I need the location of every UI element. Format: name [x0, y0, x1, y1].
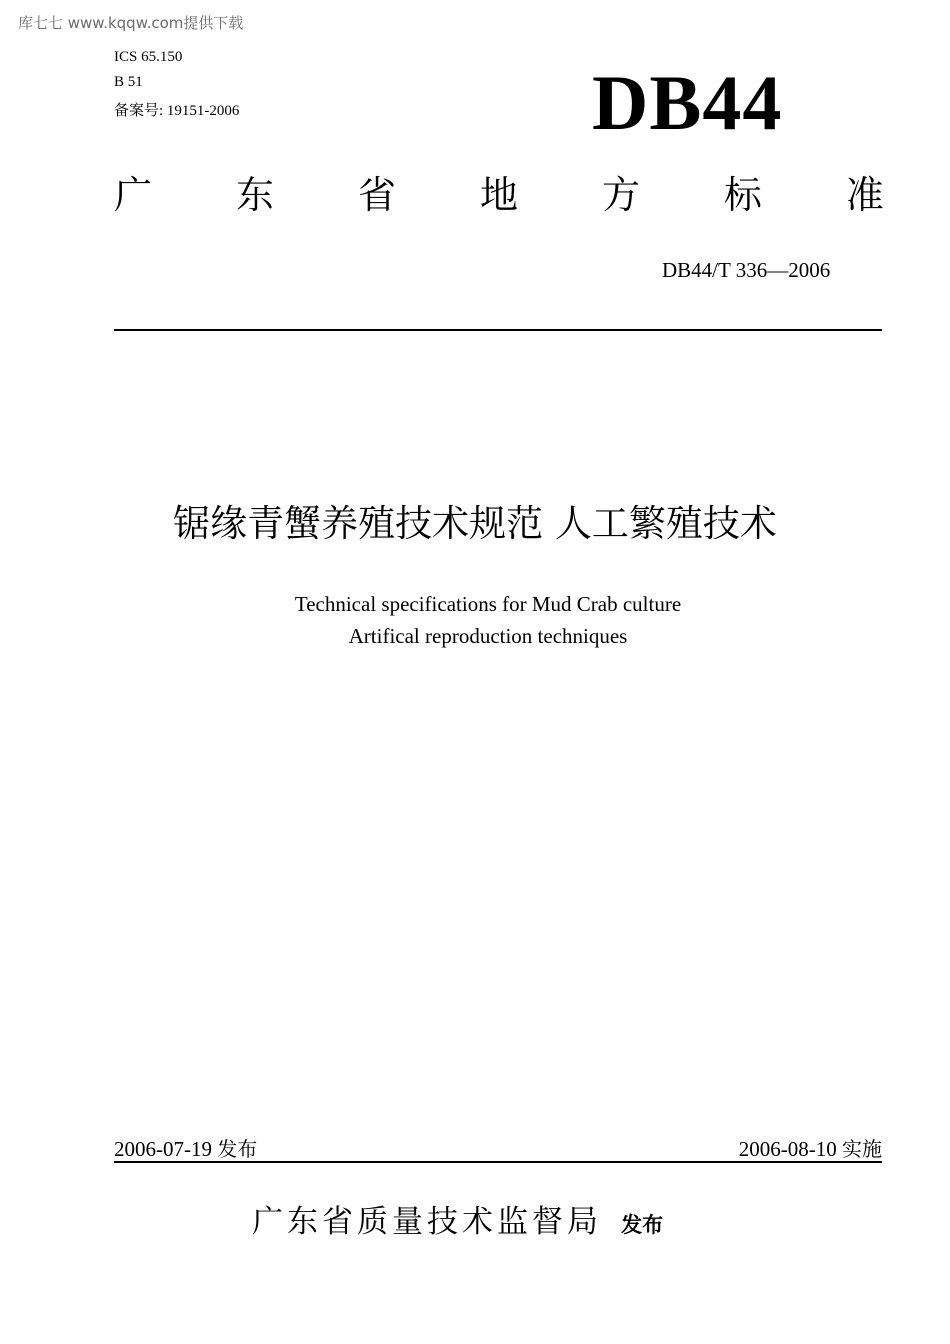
top-divider	[114, 329, 882, 331]
document-title-en-line1: Technical specifications for Mud Crab culture	[294, 592, 682, 616]
publish-date-block	[114, 1133, 257, 1162]
publish-label: 发布	[217, 1137, 258, 1161]
ccs-code: B 51	[114, 74, 143, 90]
header-char: 广	[114, 173, 153, 217]
standard-code: DB44/T 336—2006	[662, 258, 831, 282]
implement-label: 实施	[842, 1137, 882, 1161]
document-title-cn: 锯缘青蟹养殖技术规范 人工繁殖技术	[173, 502, 777, 545]
issuer-suffix: 发布	[621, 1213, 664, 1237]
ics-code: ICS 65.150	[114, 49, 183, 65]
db44-logo: DB44	[592, 59, 783, 146]
standard-category-header	[114, 173, 884, 217]
header-char: 地	[479, 173, 518, 217]
watermark-text: 库七七 www.kqqw.com提供下载	[18, 14, 244, 32]
header-char: 省	[357, 173, 396, 217]
issuer-name: 广东省质量技术监督局	[252, 1204, 602, 1240]
header-char: 东	[235, 173, 274, 217]
implement-date: 2006-08-10	[738, 1137, 837, 1161]
bottom-divider	[114, 1161, 882, 1163]
publish-date: 2006-07-19	[114, 1137, 212, 1161]
implement-date-block	[739, 1133, 882, 1162]
header-char: 方	[601, 173, 640, 217]
record-number: 备案号: 19151-2006	[114, 103, 240, 119]
header-char: 标	[723, 173, 762, 217]
issuer-block	[252, 1196, 663, 1241]
header-char: 准	[845, 173, 884, 217]
document-title-en-line2: Artifical reproduction techniques	[348, 624, 628, 648]
